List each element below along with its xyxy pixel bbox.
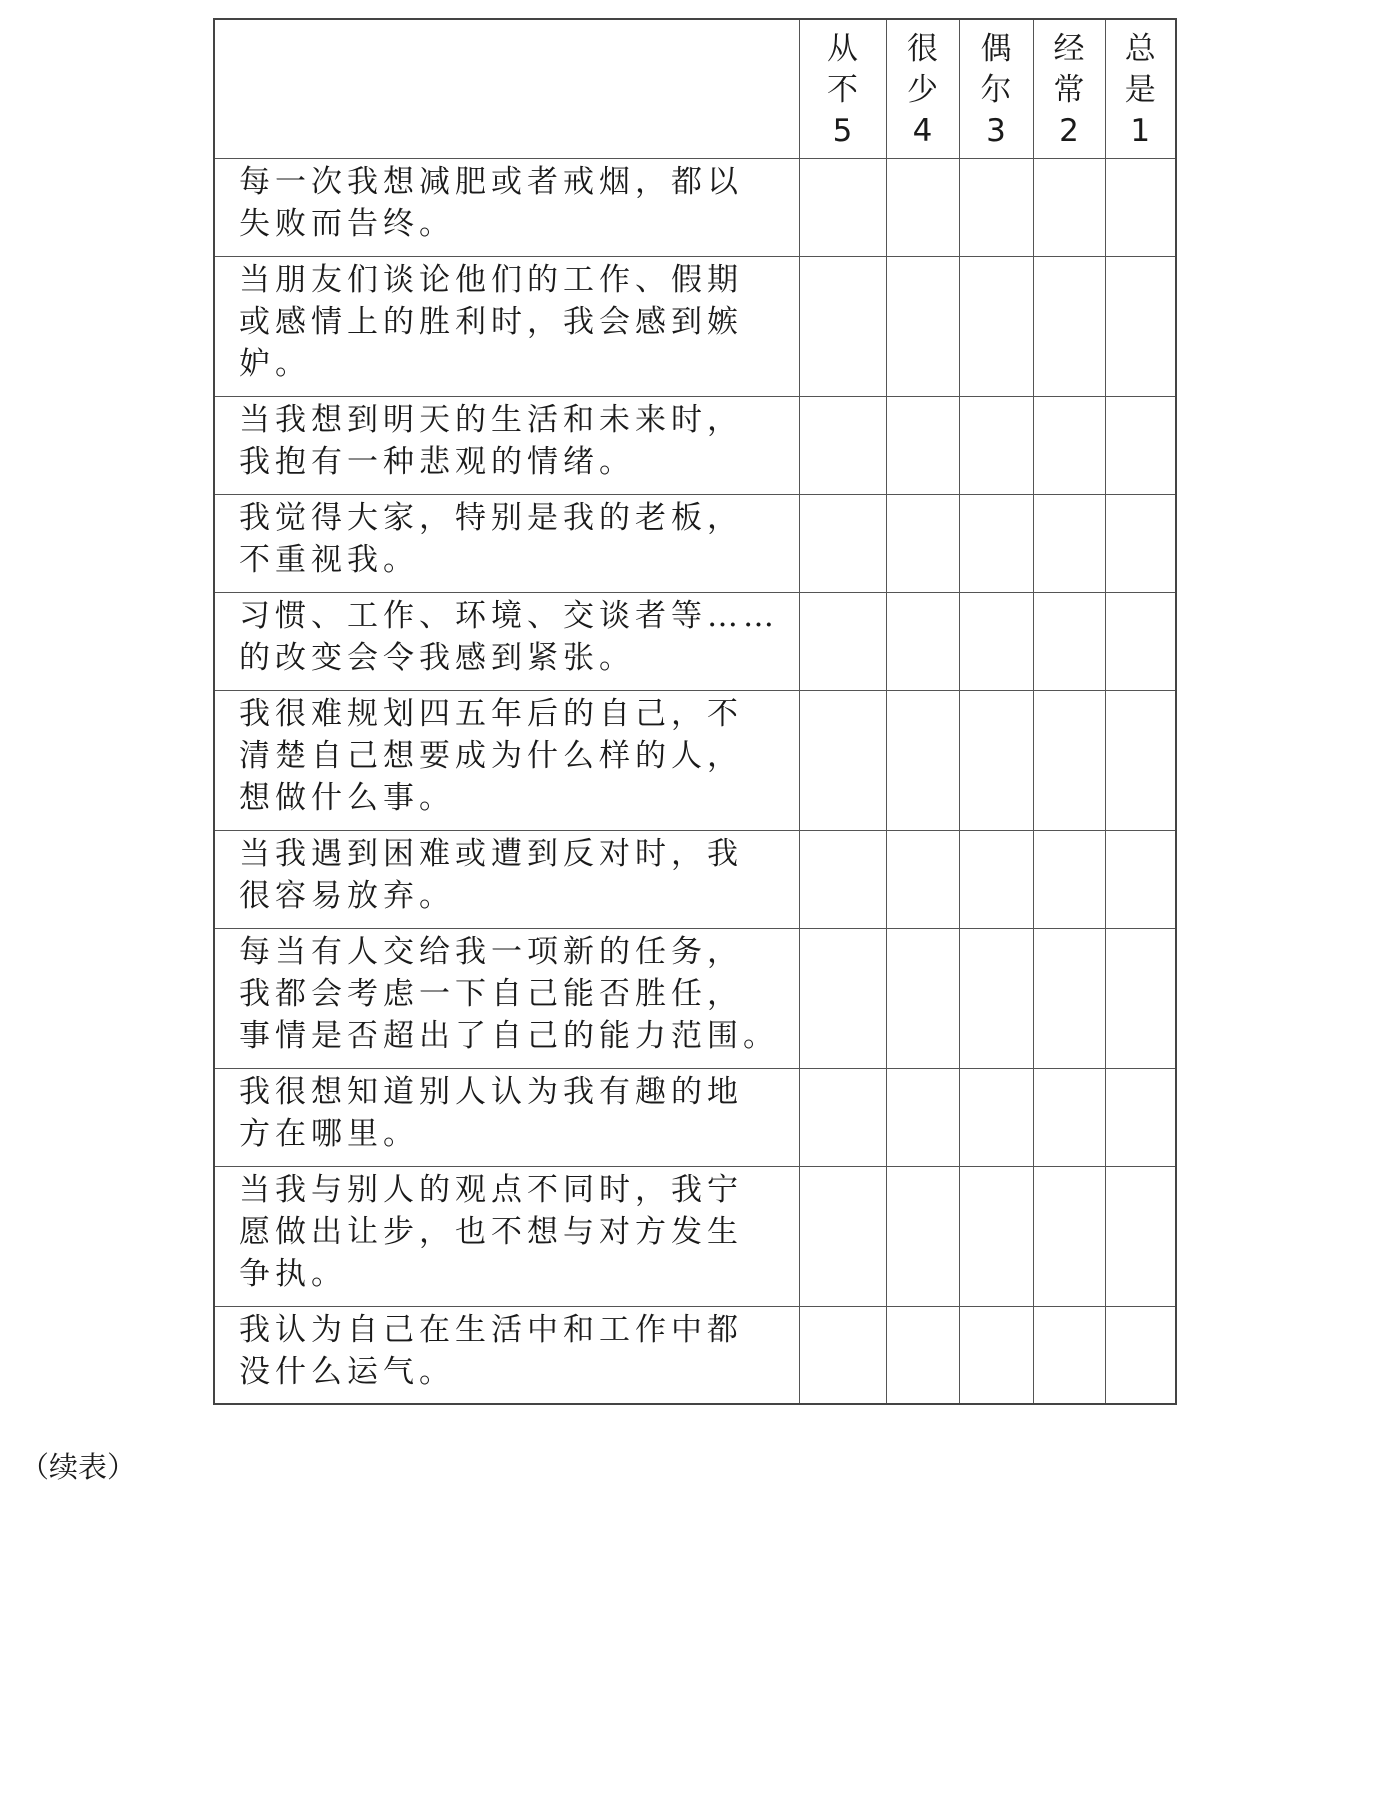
question-line: 当我想到明天的生活和未来时， bbox=[239, 401, 743, 438]
answer-cell-often[interactable] bbox=[1033, 830, 1105, 928]
question-line: 每一次我想减肥或者戒烟，都以 bbox=[239, 163, 743, 200]
answer-cell-rarely[interactable] bbox=[886, 494, 959, 592]
column-header-always bbox=[1105, 19, 1176, 158]
column-label: 总是 bbox=[1124, 31, 1156, 109]
answer-cell-rarely[interactable] bbox=[886, 256, 959, 396]
column-label: 很少 bbox=[907, 31, 938, 109]
answer-cell-often[interactable] bbox=[1033, 928, 1105, 1068]
answer-cell-always[interactable] bbox=[1105, 592, 1176, 690]
answer-cell-often[interactable] bbox=[1033, 1306, 1105, 1404]
answer-cell-often[interactable] bbox=[1033, 1166, 1105, 1306]
answer-cell-sometimes[interactable] bbox=[959, 592, 1033, 690]
self-assessment-table bbox=[213, 18, 1177, 1405]
answer-cell-never[interactable] bbox=[799, 690, 886, 830]
question-line: 的改变会令我感到紧张。 bbox=[239, 639, 635, 676]
answer-cell-often[interactable] bbox=[1033, 396, 1105, 494]
answer-cell-never[interactable] bbox=[799, 1068, 886, 1166]
question-row bbox=[214, 396, 1176, 494]
question-line: 我都会考虑一下自己能否胜任， bbox=[239, 975, 743, 1012]
answer-cell-rarely[interactable] bbox=[886, 1068, 959, 1166]
answer-cell-always[interactable] bbox=[1105, 1166, 1176, 1306]
question-row bbox=[214, 256, 1176, 396]
column-score: 3 bbox=[986, 113, 1006, 150]
answer-cell-often[interactable] bbox=[1033, 1068, 1105, 1166]
answer-cell-never[interactable] bbox=[799, 1166, 886, 1306]
question-line: 想做什么事。 bbox=[239, 779, 455, 816]
question-line: 当我遇到困难或遭到反对时，我 bbox=[239, 835, 743, 872]
question-line: 我很难规划四五年后的自己，不 bbox=[239, 695, 743, 732]
question-text bbox=[214, 1306, 799, 1404]
question-line: 我很想知道别人认为我有趣的地 bbox=[239, 1073, 743, 1110]
question-text bbox=[214, 494, 799, 592]
answer-cell-rarely[interactable] bbox=[886, 158, 959, 256]
answer-cell-often[interactable] bbox=[1033, 256, 1105, 396]
answer-cell-sometimes[interactable] bbox=[959, 928, 1033, 1068]
answer-cell-sometimes[interactable] bbox=[959, 830, 1033, 928]
column-header-sometimes bbox=[959, 19, 1033, 158]
answer-cell-rarely[interactable] bbox=[886, 690, 959, 830]
answer-cell-sometimes[interactable] bbox=[959, 158, 1033, 256]
column-score: 1 bbox=[1130, 113, 1151, 150]
question-text bbox=[214, 1068, 799, 1166]
question-line: 我认为自己在生活中和工作中都 bbox=[239, 1311, 743, 1348]
question-line: 很容易放弃。 bbox=[239, 877, 455, 914]
answer-cell-often[interactable] bbox=[1033, 592, 1105, 690]
question-line: 不重视我。 bbox=[239, 541, 419, 578]
question-text bbox=[214, 256, 799, 396]
question-line: 方在哪里。 bbox=[239, 1115, 419, 1152]
question-line: 或感情上的胜利时，我会感到嫉 bbox=[239, 303, 743, 340]
header-row bbox=[214, 19, 1176, 158]
answer-cell-never[interactable] bbox=[799, 592, 886, 690]
question-line: 事情是否超出了自己的能力范围。 bbox=[239, 1017, 779, 1054]
column-label: 经常 bbox=[1053, 31, 1085, 109]
question-line: 争执。 bbox=[239, 1255, 347, 1292]
question-row bbox=[214, 1068, 1176, 1166]
column-score: 5 bbox=[832, 113, 853, 150]
question-row bbox=[214, 830, 1176, 928]
answer-cell-always[interactable] bbox=[1105, 1068, 1176, 1166]
question-line: 习惯、工作、环境、交谈者等…… bbox=[239, 597, 779, 634]
column-score: 2 bbox=[1059, 113, 1079, 150]
column-header-rarely bbox=[886, 19, 959, 158]
answer-cell-sometimes[interactable] bbox=[959, 256, 1033, 396]
question-text bbox=[214, 158, 799, 256]
answer-cell-never[interactable] bbox=[799, 1306, 886, 1404]
question-line: 妒。 bbox=[239, 345, 311, 382]
answer-cell-rarely[interactable] bbox=[886, 1306, 959, 1404]
answer-cell-sometimes[interactable] bbox=[959, 690, 1033, 830]
column-score: 4 bbox=[912, 113, 933, 150]
answer-cell-always[interactable] bbox=[1105, 396, 1176, 494]
question-text bbox=[214, 928, 799, 1068]
answer-cell-rarely[interactable] bbox=[886, 396, 959, 494]
answer-cell-never[interactable] bbox=[799, 256, 886, 396]
question-row bbox=[214, 158, 1176, 256]
question-list bbox=[214, 158, 1176, 1404]
answer-cell-never[interactable] bbox=[799, 494, 886, 592]
question-row bbox=[214, 592, 1176, 690]
question-line: 当朋友们谈论他们的工作、假期 bbox=[239, 261, 743, 298]
column-header-never bbox=[799, 19, 886, 158]
answer-cell-sometimes[interactable] bbox=[959, 396, 1033, 494]
column-header-often bbox=[1033, 19, 1105, 158]
question-line: 我抱有一种悲观的情绪。 bbox=[239, 443, 635, 480]
question-line: 清楚自己想要成为什么样的人， bbox=[239, 737, 743, 774]
answer-cell-rarely[interactable] bbox=[886, 830, 959, 928]
question-text bbox=[214, 1166, 799, 1306]
question-line: 愿做出让步，也不想与对方发生 bbox=[239, 1213, 743, 1250]
answer-cell-always[interactable] bbox=[1105, 690, 1176, 830]
answer-cell-always[interactable] bbox=[1105, 158, 1176, 256]
question-row bbox=[214, 1306, 1176, 1404]
question-line: 我觉得大家，特别是我的老板， bbox=[239, 499, 743, 536]
answer-cell-sometimes[interactable] bbox=[959, 1068, 1033, 1166]
answer-cell-never[interactable] bbox=[799, 158, 886, 256]
question-text bbox=[214, 396, 799, 494]
answer-cell-always[interactable] bbox=[1105, 830, 1176, 928]
answer-cell-rarely[interactable] bbox=[886, 1166, 959, 1306]
answer-cell-rarely[interactable] bbox=[886, 592, 959, 690]
answer-cell-never[interactable] bbox=[799, 396, 886, 494]
answer-cell-never[interactable] bbox=[799, 928, 886, 1068]
answer-cell-sometimes[interactable] bbox=[959, 1306, 1033, 1404]
column-label: 偶尔 bbox=[980, 31, 1012, 109]
question-text bbox=[214, 690, 799, 830]
question-text bbox=[214, 592, 799, 690]
question-row bbox=[214, 928, 1176, 1068]
answer-cell-always[interactable] bbox=[1105, 928, 1176, 1068]
answer-cell-always[interactable] bbox=[1105, 494, 1176, 592]
answer-cell-sometimes[interactable] bbox=[959, 494, 1033, 592]
question-row bbox=[214, 690, 1176, 830]
continued-label: （续表） bbox=[20, 1450, 137, 1484]
answer-cell-often[interactable] bbox=[1033, 494, 1105, 592]
question-line: 失败而告终。 bbox=[239, 205, 455, 242]
question-row bbox=[214, 494, 1176, 592]
answer-cell-sometimes[interactable] bbox=[959, 1166, 1033, 1306]
answer-cell-always[interactable] bbox=[1105, 256, 1176, 396]
header-blank-cell bbox=[214, 19, 799, 158]
answer-cell-always[interactable] bbox=[1105, 1306, 1176, 1404]
question-line: 没什么运气。 bbox=[239, 1353, 455, 1390]
question-line: 每当有人交给我一项新的任务， bbox=[239, 933, 743, 970]
answer-cell-never[interactable] bbox=[799, 830, 886, 928]
column-label: 从不 bbox=[827, 31, 858, 109]
question-text bbox=[214, 830, 799, 928]
answer-cell-often[interactable] bbox=[1033, 690, 1105, 830]
question-line: 当我与别人的观点不同时，我宁 bbox=[239, 1171, 743, 1208]
question-row bbox=[214, 1166, 1176, 1306]
answer-cell-often[interactable] bbox=[1033, 158, 1105, 256]
answer-cell-rarely[interactable] bbox=[886, 928, 959, 1068]
